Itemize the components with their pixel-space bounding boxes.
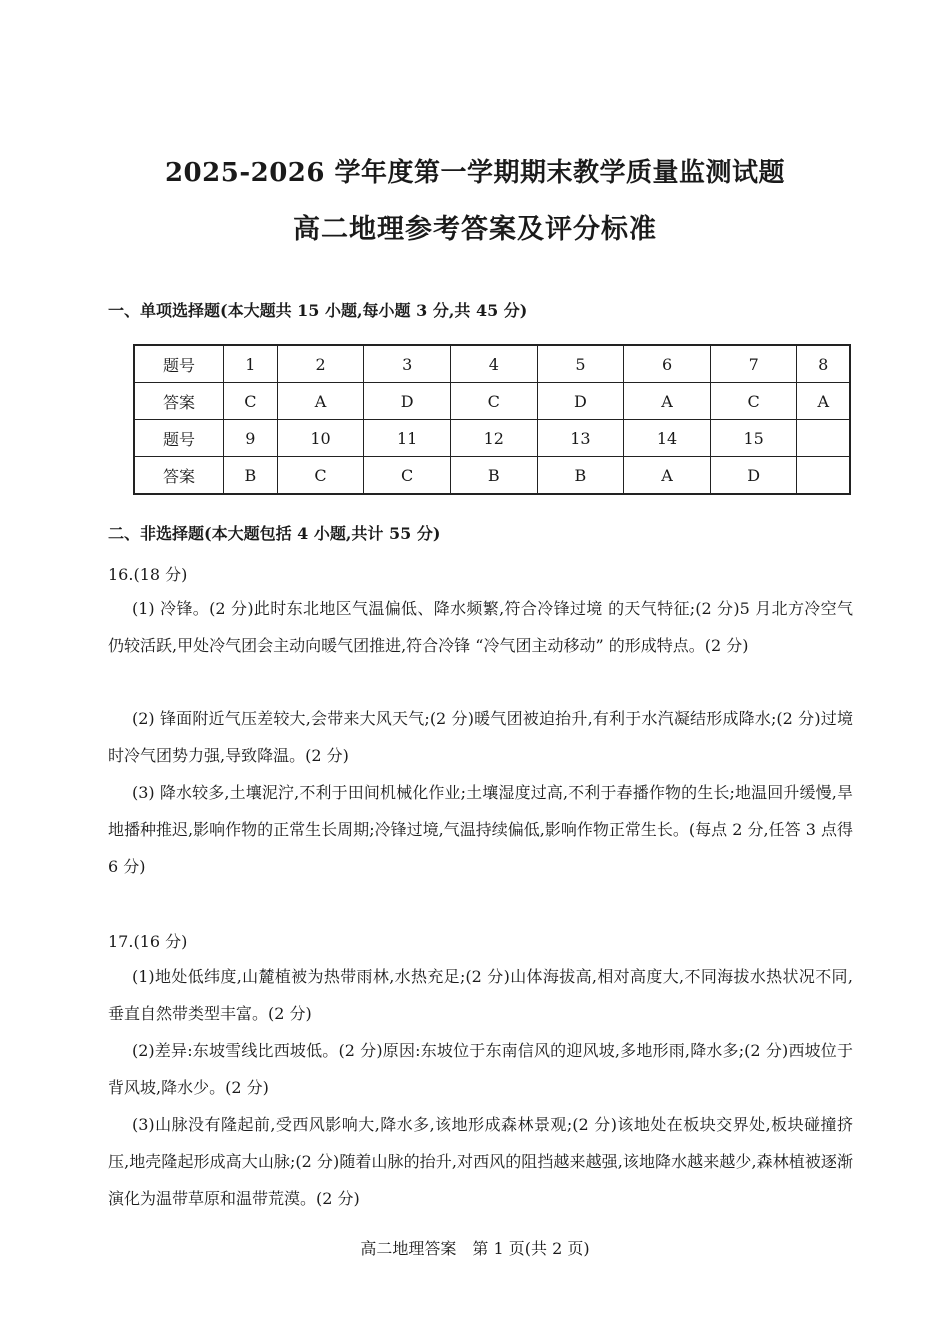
table-cell: C bbox=[450, 383, 537, 420]
table-row bbox=[134, 420, 850, 457]
row-label: 答案 bbox=[134, 457, 224, 495]
table-cell: D bbox=[710, 457, 797, 495]
table-cell: C bbox=[364, 457, 451, 495]
table-cell: 15 bbox=[710, 420, 797, 457]
table-row bbox=[134, 457, 850, 495]
section1-heading: 一、单项选择题(本大题共 15 小题,每小题 3 分,共 45 分) bbox=[108, 301, 528, 320]
table-cell: 12 bbox=[450, 420, 537, 457]
question-16-part3 bbox=[108, 774, 853, 885]
table-cell: B bbox=[224, 457, 278, 495]
table-cell: A bbox=[277, 383, 364, 420]
table-cell: 2 bbox=[277, 345, 364, 383]
row-label: 答案 bbox=[134, 383, 224, 420]
question-17-heading: 17.(16 分) bbox=[108, 932, 188, 951]
table-cell: 7 bbox=[710, 345, 797, 383]
table-cell: 4 bbox=[450, 345, 537, 383]
exam-title: 2025-2026 学年度第一学期期末教学质量监测试题 bbox=[164, 158, 786, 188]
table-cell: C bbox=[277, 457, 364, 495]
answer-text: (3) 降水较多,土壤泥泞,不利于田间机械化作业;土壤湿度过高,不利于春播作物的生长;地温回升缓慢,旱地播种推迟,影响作物的正常生长周期;冷锋过境,气温持续偏低,影响作物正常生长。(每点 2 分,任答 3 点得 6 分) bbox=[108, 783, 853, 876]
section2-heading: 二、非选择题(本大题包括 4 小题,共计 55 分) bbox=[108, 524, 441, 543]
answer-key-title: 高二地理参考答案及评分标准 bbox=[293, 214, 657, 245]
answer-text: (2)差异:东坡雪线比西坡低。(2 分)原因:东坡位于东南信风的迎风坡,多地形雨,降水多;(2 分)西坡位于背风坡,降水少。(2 分) bbox=[108, 1041, 853, 1097]
question-16-part2 bbox=[108, 700, 853, 774]
answer-text: (2) 锋面附近气压差较大,会带来大风天气;(2 分)暖气团被迫抬升,有利于水汽凝结形成降水;(2 分)过境时冷气团势力强,导致降温。(2 分) bbox=[108, 709, 853, 765]
table-row bbox=[134, 383, 850, 420]
table-cell: 9 bbox=[224, 420, 278, 457]
table-cell: B bbox=[537, 457, 624, 495]
table-cell: 10 bbox=[277, 420, 364, 457]
table-cell: A bbox=[624, 383, 711, 420]
table-cell: 5 bbox=[537, 345, 624, 383]
question-17-part2 bbox=[108, 1032, 853, 1106]
question-16-heading: 16.(18 分) bbox=[108, 565, 188, 584]
table-cell: A bbox=[797, 383, 850, 420]
table-cell: 11 bbox=[364, 420, 451, 457]
question-16-part1 bbox=[108, 590, 853, 664]
answer-text: (3)山脉没有隆起前,受西风影响大,降水多,该地形成森林景观;(2 分)该地处在板块交界处,板块碰撞挤压,地壳隆起形成高大山脉;(2 分)随着山脉的抬升,对西风的阻挡越来越强,该地降水越来越少,森林植被逐渐演化为温带草原和温带荒漠。(2 分) bbox=[108, 1115, 853, 1208]
table-cell: 14 bbox=[624, 420, 711, 457]
table-cell bbox=[797, 420, 850, 457]
table-cell: 6 bbox=[624, 345, 711, 383]
answer-text: (1)地处低纬度,山麓植被为热带雨林,水热充足;(2 分)山体海拔高,相对高度大,不同海拔水热状况不同,垂直自然带类型丰富。(2 分) bbox=[108, 967, 853, 1023]
table-cell: A bbox=[624, 457, 711, 495]
table-cell: 1 bbox=[224, 345, 278, 383]
question-17-part3 bbox=[108, 1106, 853, 1217]
row-label: 题号 bbox=[134, 345, 224, 383]
question-17-part1 bbox=[108, 958, 853, 1032]
page-footer: 高二地理答案 第 1 页(共 2 页) bbox=[360, 1239, 590, 1258]
table-row bbox=[134, 345, 850, 383]
table-cell: C bbox=[710, 383, 797, 420]
table-cell: 3 bbox=[364, 345, 451, 383]
answer-text: (1) 冷锋。(2 分)此时东北地区气温偏低、降水频繁,符合冷锋过境 的天气特征;(2 分)5 月北方冷空气仍较活跃,甲处冷气团会主动向暖气团推进,符合冷锋 “冷气团主动移动” 的形成特点。(2 分) bbox=[108, 599, 853, 655]
table-cell: 8 bbox=[797, 345, 850, 383]
table-cell: B bbox=[450, 457, 537, 495]
table-cell: 13 bbox=[537, 420, 624, 457]
row-label: 题号 bbox=[134, 420, 224, 457]
table-cell bbox=[797, 457, 850, 495]
answer-table bbox=[133, 344, 851, 495]
table-cell: C bbox=[224, 383, 278, 420]
table-cell: D bbox=[537, 383, 624, 420]
table-cell: D bbox=[364, 383, 451, 420]
